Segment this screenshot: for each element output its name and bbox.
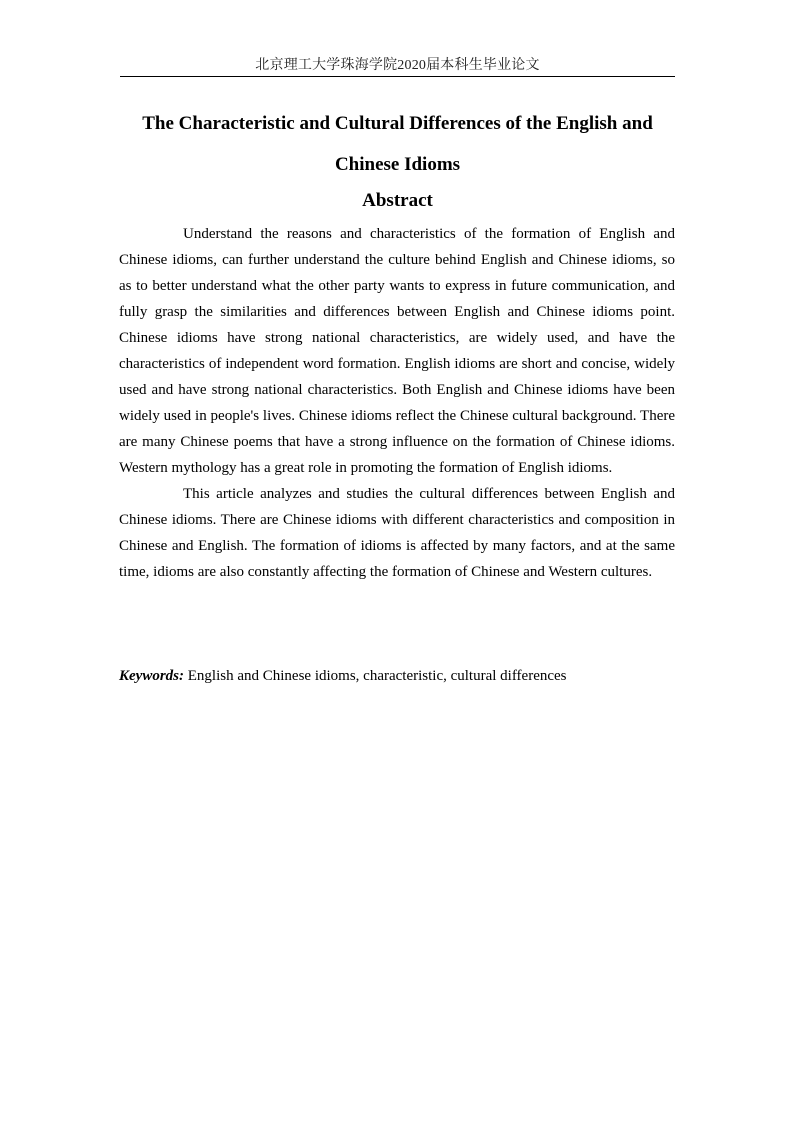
abstract-heading: Abstract: [362, 190, 433, 211]
header-divider: [120, 76, 675, 77]
running-header: 北京理工大学珠海学院2020届本科生毕业论文: [255, 58, 540, 73]
abstract-paragraph-1: Understand the reasons and characteristics of the formation of English and Chinese idioms, can further understand the culture behind English and Chinese idioms, so as to better understand what the other party wants to express in future communication, and fully grasp the similarities and differences between English and Chinese idioms point. Chinese idioms have strong national characteristics, are widely used, and have the characteristics of independent word formation. English idioms are short and concise, widely used and have strong national characteristics. Both English and Chinese idioms have been widely used in people's lives. Chinese idioms reflect the Chinese cultural background. There are many Chinese poems that have a strong influence on the formation of Chinese idioms. Western mythology has a great role in promoting the formation of English idioms.: [119, 226, 675, 476]
keywords-line: [119, 663, 675, 689]
keywords-text: English and Chinese idioms, characteristic, cultural differences: [187, 668, 567, 684]
abstract-paragraph-2: This article analyzes and studies the cultural differences between English and Chinese idioms. There are Chinese idioms with different characteristics and composition in Chinese and English. The formation of idioms is affected by many factors, and at the same time, idioms are also constantly affecting the formation of Chinese and Western cultures.: [119, 486, 675, 580]
keywords-label: Keywords:: [119, 668, 184, 684]
paper-title: The Characteristic and Cultural Differences of the English and Chinese Idioms: [142, 113, 653, 175]
abstract-body: [119, 221, 675, 585]
